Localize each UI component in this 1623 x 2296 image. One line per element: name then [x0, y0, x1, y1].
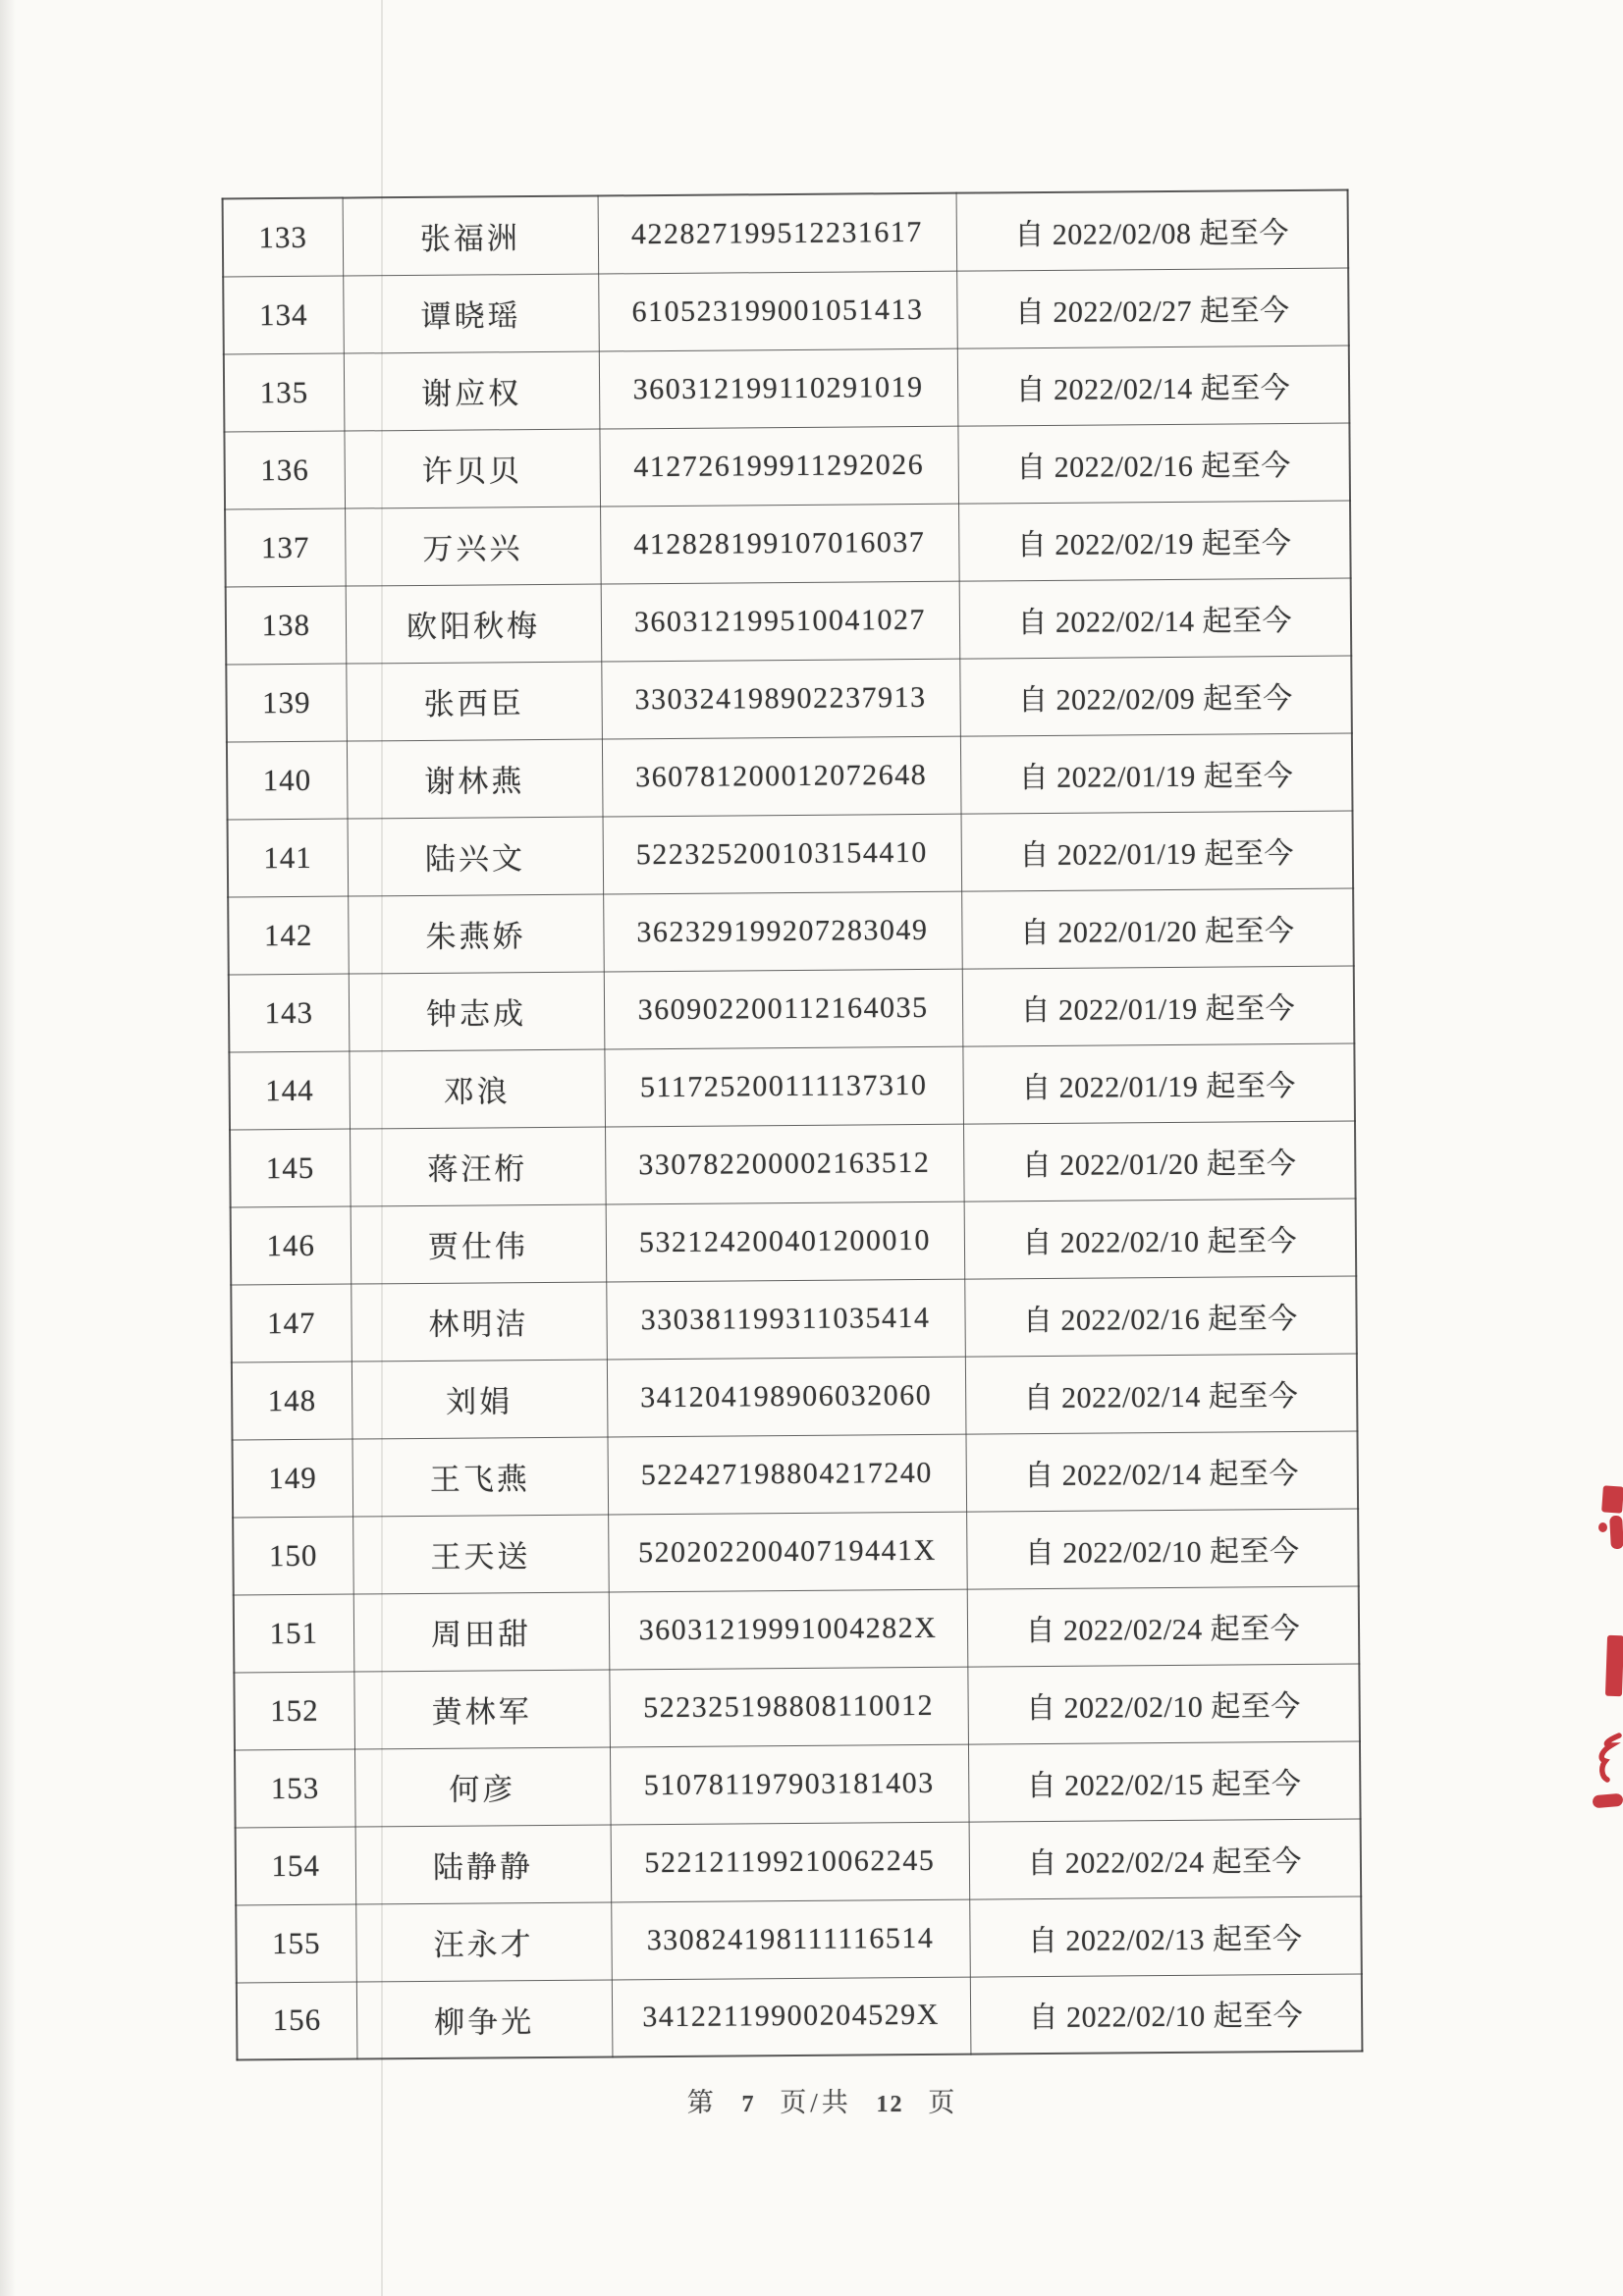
roster-table — [222, 189, 1364, 2061]
date-range-cell: 自 2022/01/19 起至今 — [961, 811, 1354, 891]
row-number-cell: 133 — [223, 198, 344, 277]
date-range-cell: 自 2022/02/15 起至今 — [968, 1740, 1361, 1821]
name-cell: 邓浪 — [349, 1048, 605, 1128]
roster-table-body — [223, 190, 1363, 2060]
id-number-cell: 511725200111137310 — [604, 1046, 963, 1127]
date-range-cell: 自 2022/02/24 起至今 — [969, 1818, 1362, 1898]
date-range-cell: 自 2022/01/20 起至今 — [961, 887, 1354, 968]
name-cell: 陆兴文 — [348, 817, 604, 896]
footer-label-page: 第 — [686, 2088, 718, 2117]
id-number-cell: 522325200103154410 — [603, 814, 962, 894]
date-range-cell: 自 2022/02/10 起至今 — [964, 1198, 1357, 1278]
id-number-cell: 532124200401200010 — [606, 1201, 965, 1282]
name-cell: 柳争光 — [356, 1979, 613, 2058]
date-range-cell: 自 2022/02/27 起至今 — [956, 268, 1349, 348]
row-number-cell: 139 — [226, 664, 347, 742]
table-row — [232, 1430, 1358, 1517]
name-cell: 谢应权 — [344, 351, 600, 431]
table-row — [237, 1973, 1363, 2059]
name-cell: 钟志成 — [349, 971, 605, 1050]
roster-table-wrap — [222, 189, 1362, 2061]
name-cell: 王天送 — [352, 1514, 609, 1593]
name-cell: 陆静静 — [355, 1824, 612, 1903]
row-number-cell: 135 — [224, 353, 345, 432]
table-row — [231, 1275, 1357, 1362]
row-number-cell: 155 — [236, 1904, 356, 1983]
name-cell: 周田甜 — [353, 1591, 610, 1671]
red-seal-fragment-6-icon — [1592, 1793, 1623, 1809]
name-cell: 张西臣 — [346, 662, 602, 741]
date-range-cell: 自 2022/01/19 起至今 — [962, 965, 1355, 1045]
red-seal-fragment-5-icon — [1596, 1732, 1623, 1785]
name-cell: 谭晓瑶 — [343, 274, 599, 353]
table-row — [228, 887, 1354, 974]
row-number-cell: 144 — [229, 1051, 350, 1130]
id-number-cell: 412828199107016037 — [600, 504, 959, 584]
id-number-cell: 522121199210062245 — [611, 1822, 970, 1902]
row-number-cell: 142 — [228, 896, 349, 975]
row-number-cell: 145 — [230, 1129, 351, 1207]
table-row — [234, 1663, 1360, 1749]
row-number-cell: 148 — [232, 1362, 352, 1440]
date-range-cell: 自 2022/02/10 起至今 — [966, 1508, 1359, 1588]
red-seal-fragment-4-icon — [1605, 1635, 1623, 1697]
name-cell: 谢林燕 — [347, 739, 603, 819]
date-range-cell: 自 2022/02/08 起至今 — [956, 190, 1349, 271]
id-number-cell: 510781197903181403 — [610, 1744, 969, 1825]
seal-squiggle-icon — [1596, 1732, 1623, 1785]
date-range-cell: 自 2022/02/14 起至今 — [965, 1353, 1358, 1433]
red-seal-fragment-3-icon — [1609, 1516, 1623, 1550]
id-number-cell: 360781200012072648 — [602, 736, 961, 817]
footer-label-of: 页/共 — [780, 2088, 852, 2117]
table-row — [231, 1198, 1357, 1284]
id-number-cell: 360312199110291019 — [599, 348, 958, 429]
row-number-cell: 147 — [231, 1284, 352, 1362]
table-row — [224, 346, 1350, 432]
date-range-cell: 自 2022/02/14 起至今 — [957, 346, 1350, 426]
table-row — [229, 965, 1355, 1051]
id-number-cell: 34122119900204529X — [612, 1977, 971, 2057]
id-number-cell: 412726199911292026 — [599, 426, 958, 507]
red-seal-fragment-2-icon — [1598, 1522, 1607, 1532]
id-number-cell: 610523199001051413 — [598, 271, 957, 351]
table-row — [228, 811, 1354, 897]
table-row — [225, 501, 1351, 587]
name-cell: 张福洲 — [343, 196, 599, 276]
table-row — [224, 423, 1350, 509]
footer-current-page: 7 — [741, 2092, 756, 2117]
id-number-cell: 341204198906032060 — [607, 1357, 966, 1437]
page-footer — [229, 2081, 1417, 2119]
table-row — [235, 1740, 1361, 1827]
name-cell: 黄林军 — [353, 1669, 610, 1748]
name-cell: 王飞燕 — [352, 1436, 608, 1516]
footer-label-pages: 页 — [928, 2088, 959, 2117]
row-number-cell: 154 — [236, 1827, 356, 1905]
id-number-cell: 362329199207283049 — [603, 891, 962, 972]
date-range-cell: 自 2022/02/19 起至今 — [958, 501, 1351, 581]
row-number-cell: 156 — [237, 1982, 357, 2060]
id-number-cell: 330824198111116514 — [611, 1899, 970, 1980]
date-range-cell: 自 2022/01/19 起至今 — [960, 733, 1353, 814]
id-number-cell: 522325198808110012 — [609, 1667, 968, 1747]
table-row — [229, 1042, 1355, 1129]
id-number-cell: 360312199510041027 — [601, 581, 960, 662]
name-cell: 许贝贝 — [344, 429, 600, 508]
id-number-cell: 52020220040719441X — [608, 1512, 967, 1592]
table-row — [227, 733, 1353, 820]
date-range-cell: 自 2022/02/16 起至今 — [957, 423, 1350, 504]
row-number-cell: 134 — [223, 276, 344, 354]
name-cell: 林明洁 — [351, 1281, 607, 1361]
red-seal-fragment-1-icon — [1601, 1485, 1623, 1513]
row-number-cell: 153 — [235, 1749, 355, 1828]
row-number-cell: 146 — [231, 1206, 352, 1285]
date-range-cell: 自 2022/02/24 起至今 — [967, 1585, 1360, 1666]
id-number-cell: 522427198804217240 — [607, 1434, 966, 1515]
row-number-cell: 150 — [233, 1517, 353, 1595]
date-range-cell: 自 2022/01/19 起至今 — [962, 1042, 1355, 1123]
name-cell: 万兴兴 — [345, 507, 601, 586]
table-row — [223, 268, 1349, 354]
id-number-cell: 36031219991004282X — [609, 1589, 968, 1670]
date-range-cell: 自 2022/01/20 起至今 — [963, 1120, 1356, 1201]
id-number-cell: 330381199311035414 — [606, 1279, 965, 1360]
name-cell: 朱燕娇 — [348, 893, 604, 973]
row-number-cell: 152 — [234, 1672, 354, 1750]
date-range-cell: 自 2022/02/10 起至今 — [967, 1663, 1360, 1743]
row-number-cell: 151 — [234, 1594, 354, 1673]
table-row — [233, 1508, 1359, 1594]
table-row — [226, 578, 1352, 665]
name-cell: 刘娟 — [352, 1359, 608, 1438]
row-number-cell: 136 — [224, 431, 345, 509]
name-cell: 贾仕伟 — [351, 1203, 607, 1283]
row-number-cell: 137 — [225, 508, 346, 587]
table-row — [230, 1120, 1356, 1206]
date-range-cell: 自 2022/02/10 起至今 — [970, 1973, 1363, 2054]
row-number-cell: 143 — [229, 974, 350, 1052]
table-row — [236, 1818, 1362, 1904]
row-number-cell: 141 — [228, 819, 349, 897]
id-number-cell: 360902200112164035 — [604, 969, 963, 1049]
row-number-cell: 138 — [226, 586, 347, 665]
row-number-cell: 140 — [227, 741, 348, 820]
date-range-cell: 自 2022/02/14 起至今 — [965, 1430, 1358, 1511]
row-number-cell: 149 — [232, 1439, 352, 1518]
id-number-cell: 330324198902237913 — [601, 659, 960, 739]
table-row — [234, 1585, 1360, 1672]
date-range-cell: 自 2022/02/16 起至今 — [964, 1275, 1357, 1356]
table-row — [232, 1353, 1358, 1439]
id-number-cell: 422827199512231617 — [598, 193, 957, 274]
name-cell: 欧阳秋梅 — [346, 584, 602, 664]
date-range-cell: 自 2022/02/13 起至今 — [969, 1896, 1362, 1976]
table-row — [226, 656, 1352, 742]
name-cell: 何彦 — [354, 1746, 611, 1826]
name-cell: 汪永才 — [355, 1901, 612, 1981]
table-row — [236, 1896, 1362, 1982]
name-cell: 蒋汪桁 — [350, 1126, 606, 1205]
footer-total-pages: 12 — [876, 2092, 904, 2117]
date-range-cell: 自 2022/02/09 起至今 — [959, 656, 1352, 736]
id-number-cell: 330782200002163512 — [605, 1124, 964, 1204]
date-range-cell: 自 2022/02/14 起至今 — [959, 578, 1352, 659]
table-row — [223, 190, 1349, 277]
